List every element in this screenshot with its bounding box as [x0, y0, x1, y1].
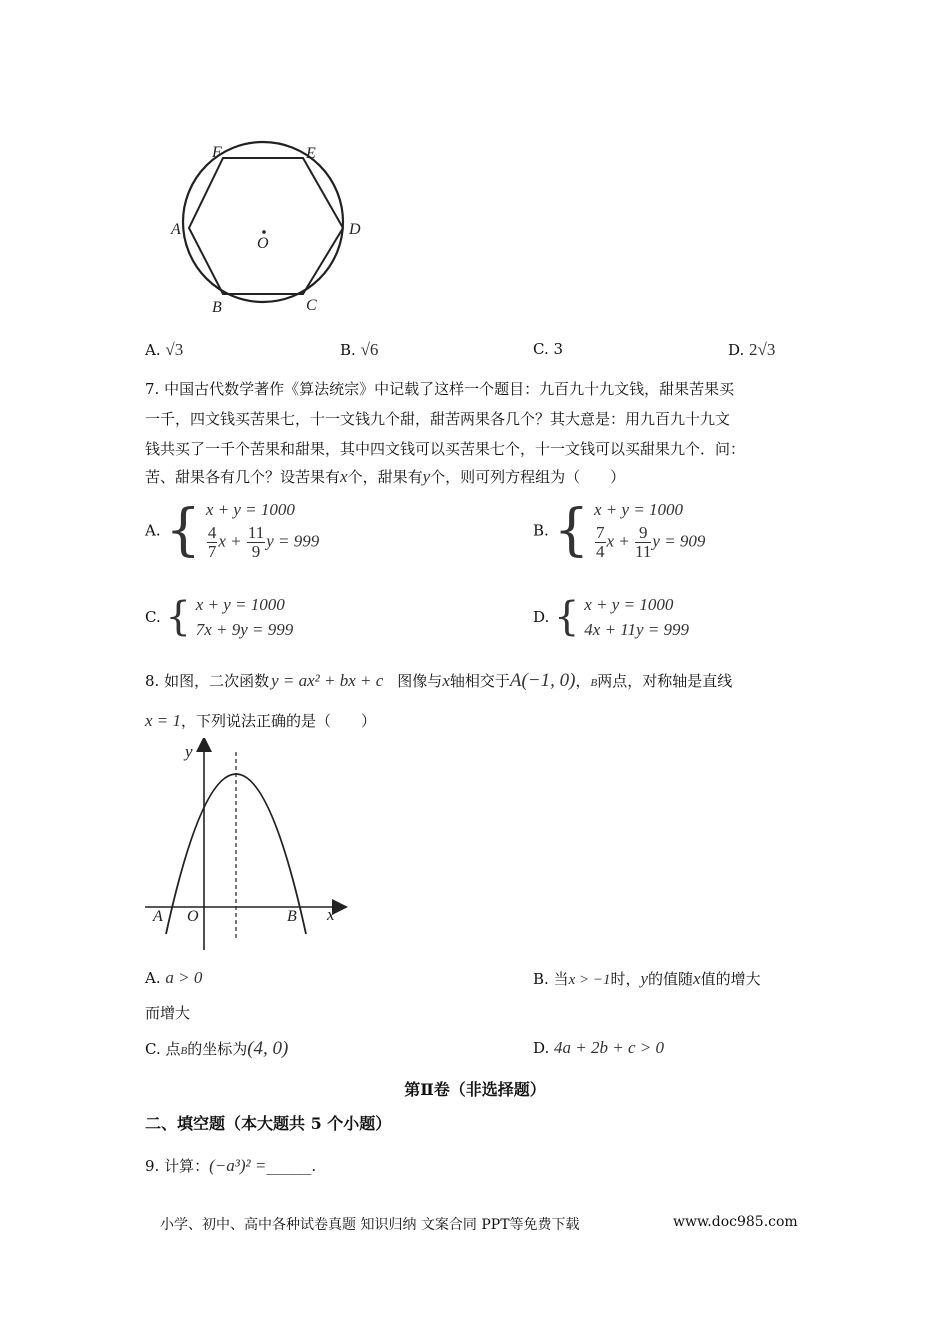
q7-option-d: D. { x + y = 1000 4x + 11y = 999 — [533, 594, 690, 640]
q7-line-3: 钱共买了一千个苦果和甜果，其中四文钱可以买苦果七个，十一文钱可以买甜果九个．问： — [145, 440, 746, 458]
parabola-graph — [140, 738, 355, 956]
graph-label-x: x — [327, 905, 335, 924]
q8-option-b: B. 当x > −1时，y的值随x值的增大 — [533, 969, 761, 988]
label-E: E — [306, 145, 316, 162]
q8-option-a: A. a > 0 — [145, 968, 203, 987]
section-2-title: 第Ⅱ卷（非选择题） — [404, 1080, 546, 1099]
q8-option-d: D. 4a + 2b + c > 0 — [533, 1038, 665, 1057]
graph-label-O: O — [187, 908, 199, 925]
q7-option-b: B. { x + y = 1000 $\frac{7}{4}$ x + $\frac{9}{11}$ y = 909 — [533, 498, 706, 563]
q9-answer-blank: ______ — [266, 1157, 312, 1175]
q8-option-b-continued: 而增大 — [145, 1004, 191, 1022]
q7-option-a: A. { x + y = 1000 $\frac{4}{7}$ x + $\frac{11}{9}$ y = 999 — [145, 498, 320, 563]
q6-option-c: C. 3 — [533, 340, 564, 358]
graph-label-B: B — [287, 908, 297, 925]
regular-hexagon — [189, 158, 343, 294]
q8-option-c: C. 点B的坐标为(4, 0) — [145, 1038, 289, 1059]
q6-option-d: D. 2√3 — [728, 340, 776, 359]
q8-line-1: 8. 如图，二次函数 y = ax² + bx + c 图像与x轴相交于A(−1, 0)，B两点，对称轴是直线 — [145, 670, 733, 691]
label-D: D — [349, 221, 361, 238]
q6-option-b: B. √6 — [340, 340, 379, 359]
footer-left-text: 小学、初中、高中各种试卷真题 知识归纳 文案合同 PPT等免费下载 — [160, 1217, 580, 1233]
q9: 9. 计算：(−a³)² =______. — [145, 1156, 317, 1175]
graph-label-y: y — [185, 742, 193, 761]
label-C: C — [306, 297, 317, 314]
label-A: A — [171, 221, 181, 238]
q7-option-c: C. { x + y = 1000 7x + 9y = 999 — [145, 594, 294, 640]
label-F: F — [212, 144, 222, 161]
center-dot — [262, 230, 266, 234]
q7-line-4: 苦、甜果各有几个？设苦果有x个，甜果有y个，则可列方程组为（ ） — [145, 467, 626, 486]
label-O: O — [257, 235, 269, 252]
q6-option-a: A. √3 — [145, 340, 184, 359]
hexagon-circle-figure — [160, 135, 375, 320]
q7-line-1: 7. 中国古代数学著作《算法统宗》中记载了这样一个题目：九百九十九文钱，甜果苦果买 — [145, 380, 735, 398]
part-2-title: 二、填空题（本大题共 5 个小题） — [145, 1114, 392, 1133]
label-B: B — [212, 299, 222, 316]
graph-label-A: A — [153, 908, 163, 925]
circumscribed-circle — [183, 142, 343, 302]
footer-website[interactable]: www.doc985.com — [673, 1214, 798, 1230]
q8-line-2: x = 1，下列说法正确的是（ ） — [145, 711, 377, 730]
q7-line-2: 一千，四文钱买苦果七，十一文钱九个甜，甜苦两果各几个？其大意是：用九百九十九文 — [145, 410, 731, 428]
